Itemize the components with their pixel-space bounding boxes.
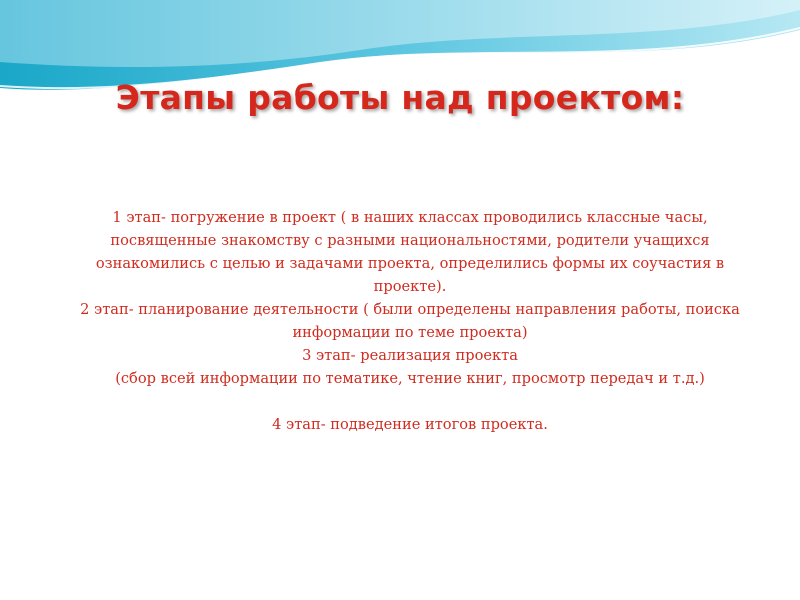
spacer <box>80 390 740 413</box>
slide-title: Этапы работы над проектом: <box>115 78 685 117</box>
stage-3-text: 3 этап- реализация проекта <box>302 347 518 364</box>
stage-3-details: (сбор всей информации по тематике, чтение книг, просмотр передач и т.д.) <box>115 370 705 387</box>
decorative-wave-banner <box>0 0 800 140</box>
stages-list <box>80 206 740 436</box>
stage-2-text: 2 этап- планирование деятельности ( были определены направления работы, поиска информации по теме проекта) <box>80 301 740 341</box>
stage-4-text: 4 этап- подведение итогов проекта. <box>272 416 548 433</box>
stage-1-text: 1 этап- погружение в проект ( в наших классах проводились классные часы, посвященные знакомству с разными национальностями, родители учащихся ознакомились с целью и задачами проекта, определились формы их соучастия в проекте). <box>95 209 725 295</box>
